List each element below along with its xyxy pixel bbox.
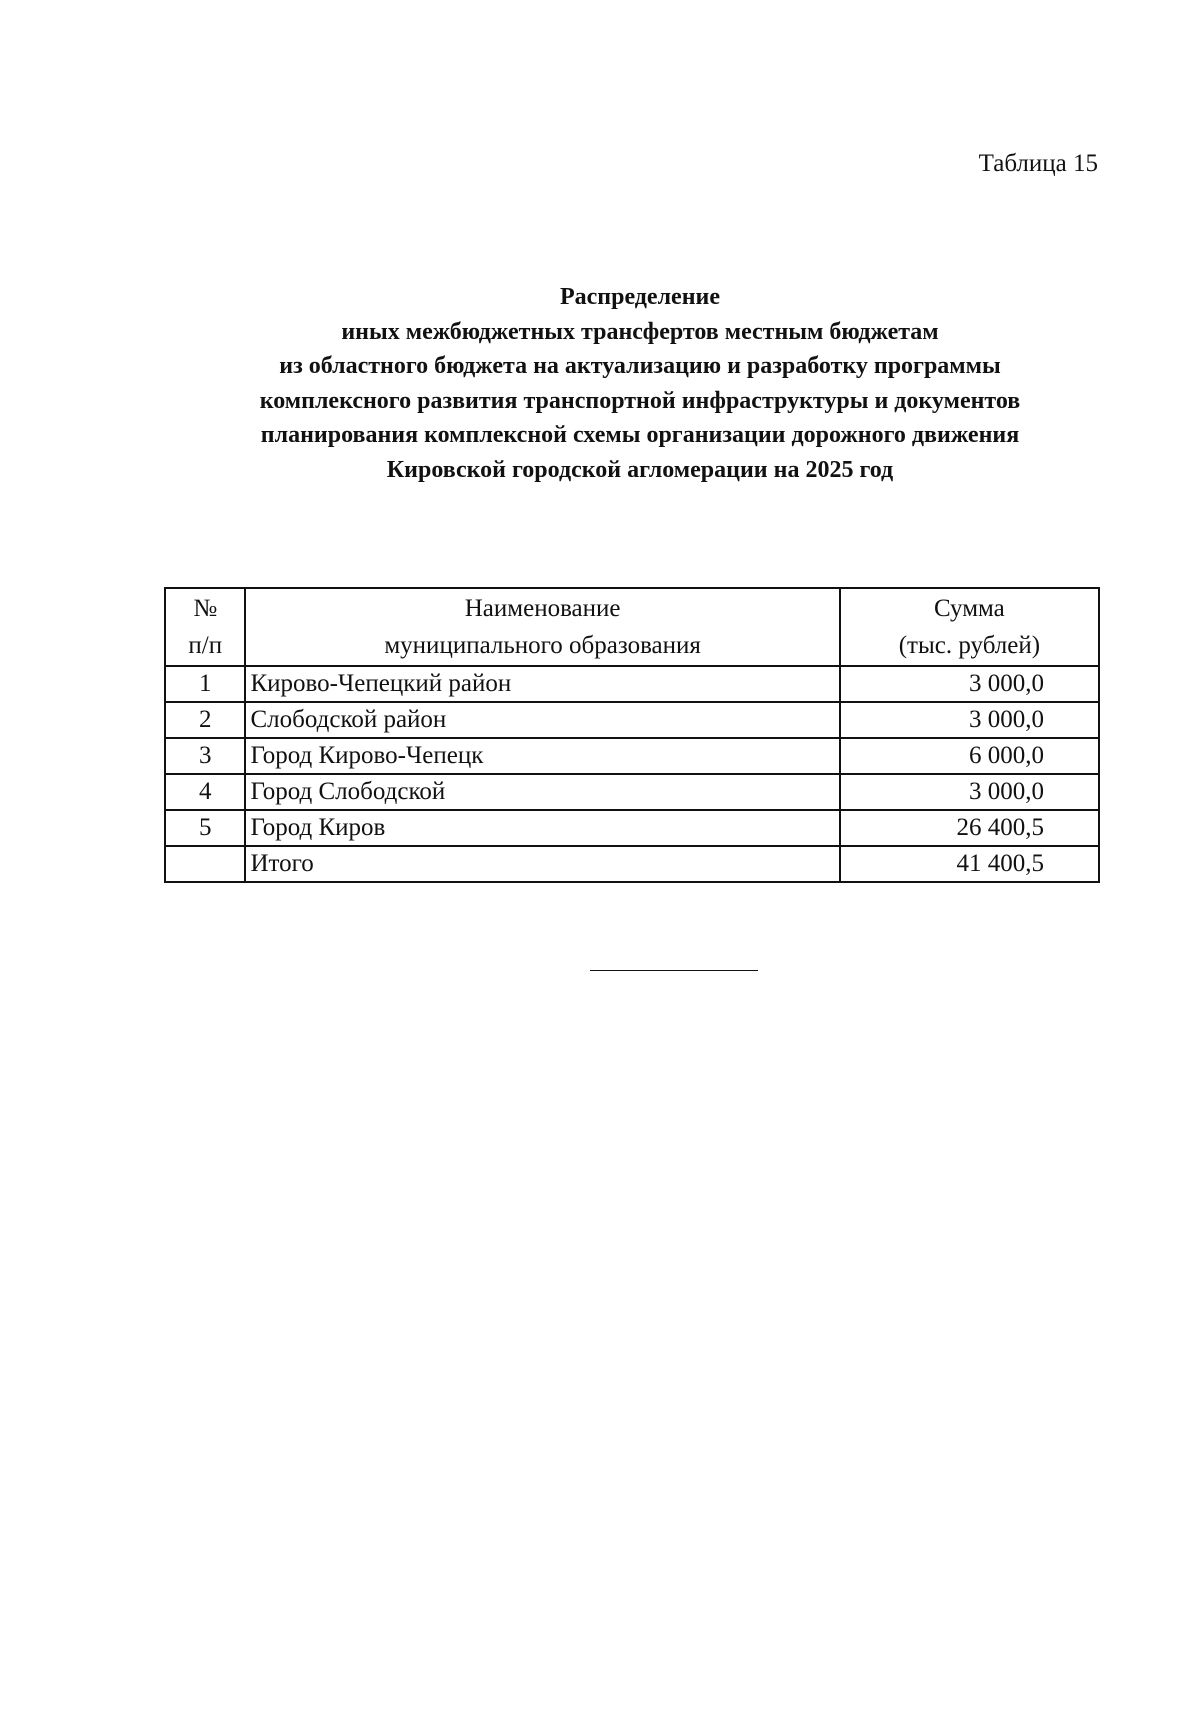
row-sum: 3 000,0 [840, 666, 1099, 702]
row-name: Город Слободской [245, 774, 839, 810]
table-row [165, 738, 1099, 774]
total-label: Итого [245, 846, 839, 882]
total-sum: 41 400,5 [840, 846, 1099, 882]
row-sum: 26 400,5 [840, 810, 1099, 846]
header-sum-line2: (тыс. рублей) [898, 632, 1041, 659]
table-number: Таблица 15 [978, 150, 1098, 177]
row-number: 2 [165, 702, 245, 738]
header-number [165, 588, 245, 666]
header-number-line1: № [193, 595, 218, 622]
table-row [165, 666, 1099, 702]
row-number: 3 [165, 738, 245, 774]
title-line: планирования комплексной схемы организации дорожного движения [260, 422, 1020, 448]
table-row [165, 774, 1099, 810]
table-row [165, 810, 1099, 846]
title-line: комплексного развития транспортной инфраструктуры и документов [259, 387, 1021, 414]
row-number: 5 [165, 810, 245, 846]
row-sum: 3 000,0 [840, 774, 1099, 810]
title-line: Кировской городской агломерации на 2025 год [386, 456, 894, 483]
row-number: 4 [165, 774, 245, 810]
header-name-line1: Наименование [464, 595, 621, 622]
header-name-line2: муниципального образования [384, 632, 701, 659]
row-name: Город Кирово-Чепецк [245, 738, 839, 774]
title-line: Распределение [559, 284, 721, 310]
row-name: Город Киров [245, 810, 839, 846]
distribution-table [164, 587, 1100, 883]
total-row [165, 846, 1099, 882]
row-sum: 6 000,0 [840, 738, 1099, 774]
row-sum: 3 000,0 [840, 702, 1099, 738]
row-name: Слободской район [245, 702, 839, 738]
table-row [165, 702, 1099, 738]
row-name: Кирово-Чепецкий район [245, 666, 839, 702]
table-header-row [165, 588, 1099, 666]
title-line: из областного бюджета на актуализацию и разработку программы [279, 353, 1001, 379]
document-title [150, 280, 1130, 487]
header-sum-line1: Сумма [933, 595, 1005, 622]
header-name [245, 588, 839, 666]
header-number-line2: п/п [188, 632, 223, 659]
header-sum [840, 588, 1099, 666]
end-separator-line [590, 970, 758, 971]
total-number [165, 846, 245, 882]
title-line: иных межбюджетных трансфертов местным бюджетам [341, 318, 939, 345]
row-number: 1 [165, 666, 245, 702]
